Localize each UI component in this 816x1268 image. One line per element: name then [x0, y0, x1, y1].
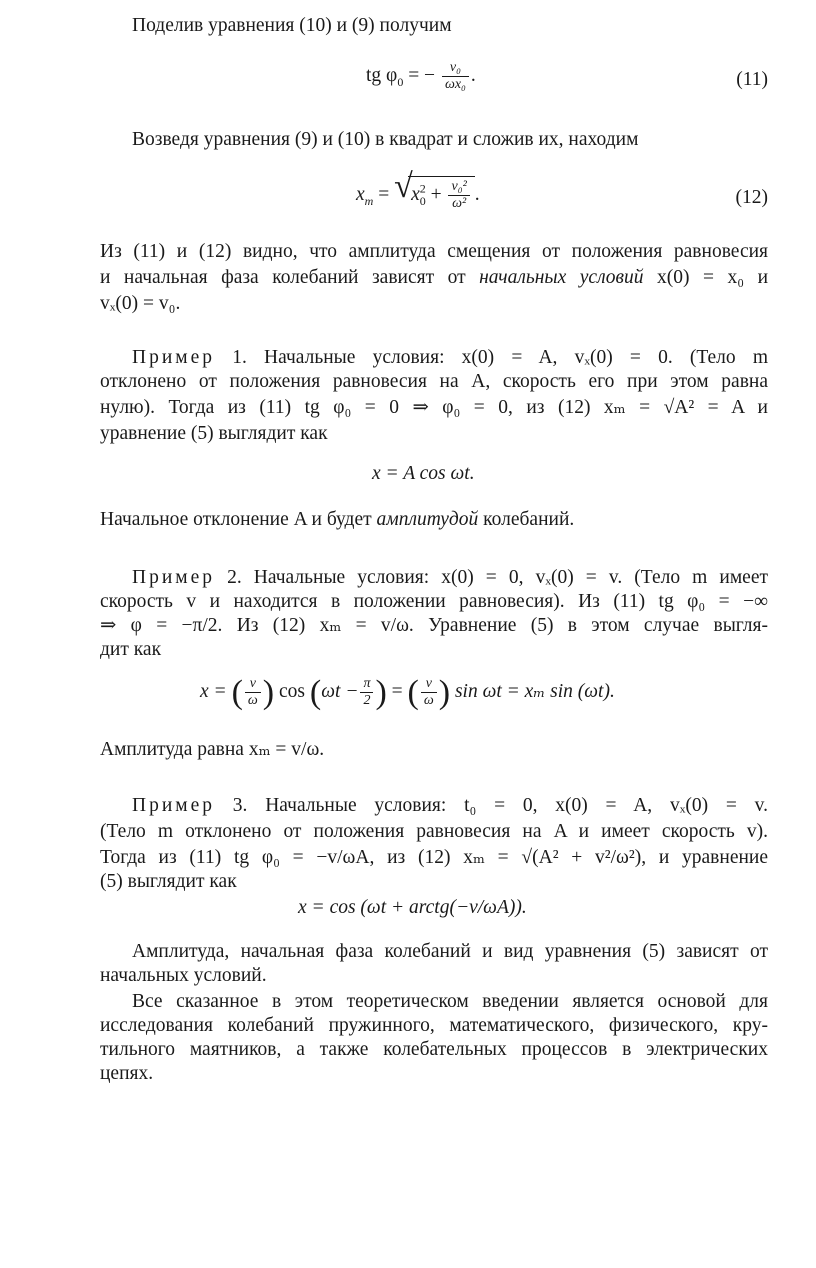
eq12-denominator: ω² [452, 196, 467, 211]
eq2-frac-v-omega-1 [245, 676, 261, 709]
radical-sign-icon: √ [394, 168, 413, 205]
eq11-numerator: v₀ [442, 60, 469, 77]
conclusion-p1-line-1: Амплитуда, начальная фаза колебаний и вид уравнения (5) зависят от [132, 941, 768, 962]
example3-equation: x = cos (ωt + arctg(−v/ωA)). [298, 897, 527, 918]
example1-line-1-text: 1. Начальные условия: x(0) = A, vₓ(0) = 0. (Тело m [232, 347, 769, 368]
eq2-equals: = [391, 680, 403, 702]
example1-after-b: колебаний. [483, 509, 575, 530]
eq12-fraction [448, 179, 469, 212]
conditions-line-2 [100, 266, 768, 290]
conclusion-p2-line-4: цепях. [100, 1063, 154, 1084]
example3-line-1 [132, 794, 768, 818]
intro-text-1: Поделив уравнения (10) и (9) получим [132, 15, 452, 36]
eq12-sqrt: √ $x^2_0$ + $\frac{\text{v₀²}}{\text{ω²}}$ [394, 176, 475, 212]
equation-11-number: (11) [736, 69, 768, 90]
eq2-frac1-num: v [245, 676, 261, 693]
example1-equation: x = A cos ωt. [372, 463, 475, 484]
eq2-frac-pi-2 [360, 676, 373, 709]
example3-label: Пример [132, 795, 216, 816]
example1-after-a: Начальное отклонение A и будет [100, 509, 372, 530]
example1-after [100, 508, 768, 532]
conditions-line-3: vₓ(0) = v₀. [100, 293, 181, 314]
conditions-line-2-a: и начальная фаза колебаний зависят от [100, 267, 466, 288]
example2-line-3: ⇒ φ = −π/2. Из (12) xₘ = v/ω. Уравнение (5) в этом случае выгля- [100, 615, 768, 636]
equation-12-number: (12) [735, 187, 768, 208]
eq2-frac3-num: v [421, 676, 437, 693]
conclusion-p2-line-1: Все сказанное в этом теоретическом введении является основой для [132, 991, 768, 1012]
eq12-term1: x [411, 183, 420, 205]
example1-line-1 [132, 346, 768, 370]
conclusion-p1-line-2: начальных условий. [100, 965, 267, 986]
conditions-line-1: Из (11) и (12) видно, что амплитуда смещения от положения равновесия [100, 241, 768, 262]
eq12-lhs: x [356, 183, 365, 205]
eq11-trail: . [470, 64, 476, 86]
example2-equation: x = ( $\frac{v}{\omega}$ ) cos (ωt − $\frac{\pi}{2}$ ) = ( $\frac{v}{\omega}$ ) sin ωt = xₘ sin (ωt). [200, 673, 615, 711]
example2-label: Пример [132, 567, 216, 588]
eq12-trail: . [474, 183, 480, 205]
eq11-fraction [442, 60, 469, 93]
example3-line-4: (5) выглядит как [100, 871, 237, 892]
eq2-x: x = [200, 680, 227, 702]
example2-line-1-text: 2. Начальные условия: x(0) = 0, vₓ(0) = v. (Тело m имеет [227, 567, 768, 588]
eq2-frac-v-omega-2 [421, 676, 437, 709]
example1-line-3: нулю). Тогда из (11) tg φ₀ = 0 ⇒ φ₀ = 0, из (12) xₘ = √A² = A и [100, 397, 768, 418]
eq2-frac2-den: 2 [363, 693, 371, 708]
example2-line-4: дит как [100, 639, 162, 660]
eq12-equals: = [378, 183, 390, 205]
eq12-numerator: v₀² [448, 179, 469, 196]
equation-12 [356, 168, 480, 212]
conditions-line-2-b: x(0) = x₀ и [657, 267, 768, 288]
example1-label: Пример [132, 347, 216, 368]
example1-line-4: уравнение (5) выглядит как [100, 423, 328, 444]
example1-line-2: отклонено от положения равновесия на A, скорость его при этом равна [100, 371, 768, 392]
eq2-frac3-den: ω [423, 693, 434, 708]
example2-line-2: скорость v и находится в положении равновесия). Из (11) tg φ₀ = −∞ [100, 591, 768, 612]
example2-after: Амплитуда равна xₘ = v/ω. [100, 739, 325, 760]
eq2-mid: ωt − [321, 680, 359, 702]
example3-line-1-text: 3. Начальные условия: t₀ = 0, x(0) = A, vₓ(0) = v. [232, 795, 768, 816]
example3-line-2: (Тело m отклонено от положения равновесия на A и имеет скорость v). [100, 821, 768, 842]
eq11-lhs: tg φ [366, 64, 398, 86]
example2-line-1 [132, 566, 768, 590]
intro-text-2: Возведя уравнения (9) и (10) в квадрат и сложив их, находим [132, 129, 639, 150]
eq2-cos: cos [279, 680, 305, 702]
eq11-denominator: ωx₀ [444, 77, 466, 92]
eq2-frac2-num: π [360, 676, 373, 693]
equation-11: tg $\varphi_0$ = − $\frac{\text{v₀}}{\text{ωx₀}}$ . [366, 60, 476, 92]
conclusion-p2-line-3: тильного маятников, а также колебательных процессов в электрических [100, 1039, 768, 1060]
eq12-lhs-sub: m [364, 193, 374, 208]
conclusion-p2-line-2: исследования колебаний пружинного, математического, физического, кру- [100, 1015, 768, 1036]
eq12-plus: + [430, 183, 442, 205]
eq11-sign: = − [408, 64, 436, 86]
initial-conditions-emphasis: начальных условий [479, 267, 644, 288]
amplitude-emphasis: амплитудой [376, 509, 479, 530]
eq2-frac1-den: ω [247, 693, 258, 708]
eq2-tail: sin ωt = xₘ sin (ωt). [454, 680, 615, 702]
example3-line-3: Тогда из (11) tg φ₀ = −v/ωA, из (12) xₘ = √(A² + v²/ω²), и уравнение [100, 847, 768, 868]
